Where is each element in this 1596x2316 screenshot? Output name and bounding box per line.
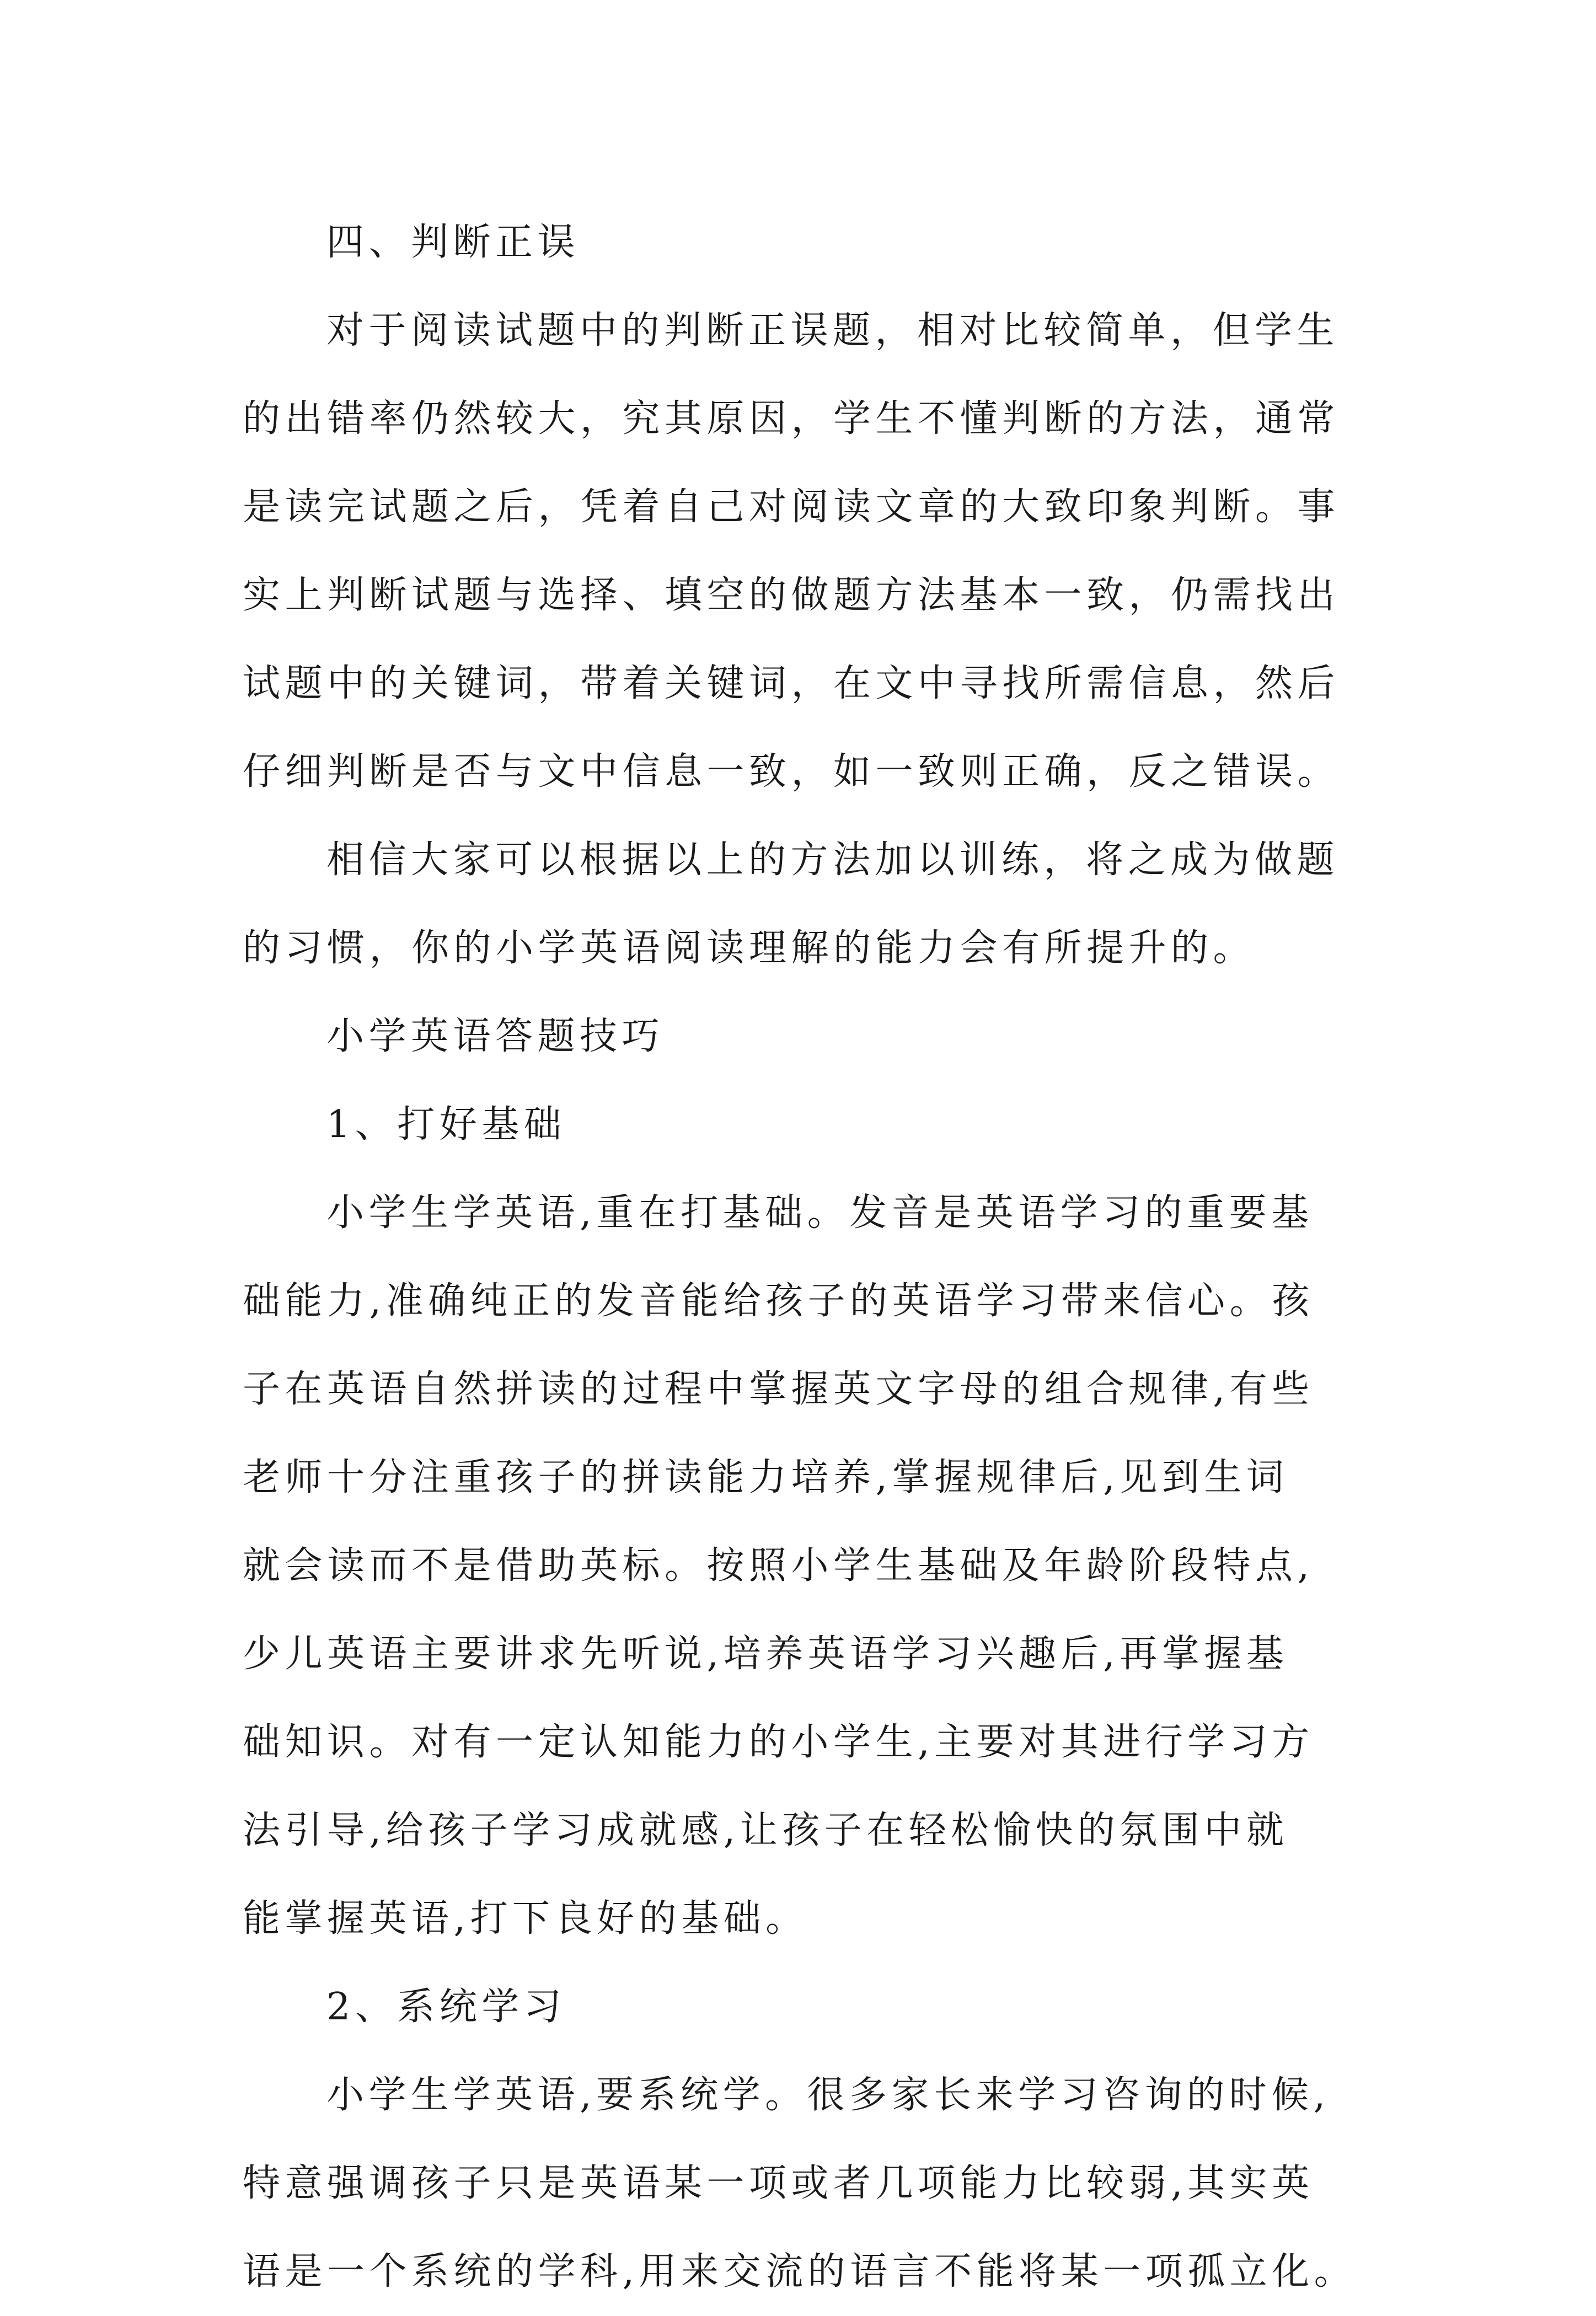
text-line: 法引导,给孩子学习成就感,让孩子在轻松愉快的氛围中就 — [243, 1809, 1289, 1852]
text-line: 2、系统学习 — [326, 1985, 566, 2029]
text-line: 特意强调孩子只是英语某一项或者几项能力比较弱,其实英 — [243, 2162, 1314, 2205]
text-line: 是读完试题之后，凭着自己对阅读文章的大致印象判断。事 — [243, 485, 1340, 529]
text-line: 试题中的关键词，带着关键词，在文中寻找所需信息，然后 — [243, 662, 1340, 705]
text-line: 相信大家可以根据以上的方法加以训练，将之成为做题 — [326, 838, 1340, 882]
text-line: 础能力,准确纯正的发音能给孩子的英语学习带来信心。孩 — [243, 1279, 1314, 1323]
text-line: 小学英语答题技巧 — [326, 1015, 665, 1058]
text-line: 1、打好基础 — [326, 1103, 566, 1146]
text-line: 小学生学英语,要系统学。很多家长来学习咨询的时候, — [326, 2073, 1330, 2117]
text-line: 仔细判断是否与文中信息一致，如一致则正确，反之错误。 — [243, 750, 1340, 794]
body-text — [243, 199, 1373, 2316]
text-line: 少儿英语主要讲求先听说,培养英语学习兴趣后,再掌握基 — [243, 1632, 1289, 1676]
text-line: 对于阅读试题中的判断正误题，相对比较简单，但学生 — [326, 309, 1340, 352]
text-line: 础知识。对有一定认知能力的小学生,主要对其进行学习方 — [243, 1720, 1314, 1764]
text-line: 实上判断试题与选择、填空的做题方法基本一致，仍需找出 — [243, 573, 1340, 617]
text-line: 的习惯，你的小学英语阅读理解的能力会有所提升的。 — [243, 926, 1256, 970]
text-line: 能掌握英语,打下良好的基础。 — [243, 1897, 808, 1940]
text-line: 就会读而不是借助英标。按照小学生基础及年龄阶段特点, — [243, 1544, 1314, 1588]
text-line: 老师十分注重孩子的拼读能力培养,掌握规律后,见到生词 — [243, 1456, 1289, 1499]
text-line: 语是一个系统的学科,用来交流的语言不能将某一项孤立化。 — [243, 2250, 1357, 2293]
text-line: 小学生学英语,重在打基础。发音是英语学习的重要基 — [326, 1191, 1314, 1235]
text-line: 子在英语自然拼读的过程中掌握英文字母的组合规律,有些 — [243, 1368, 1314, 1411]
text-line: 的出错率仍然较大，究其原因，学生不懂判断的方法，通常 — [243, 397, 1340, 441]
text-line: 四、判断正误 — [326, 221, 580, 264]
